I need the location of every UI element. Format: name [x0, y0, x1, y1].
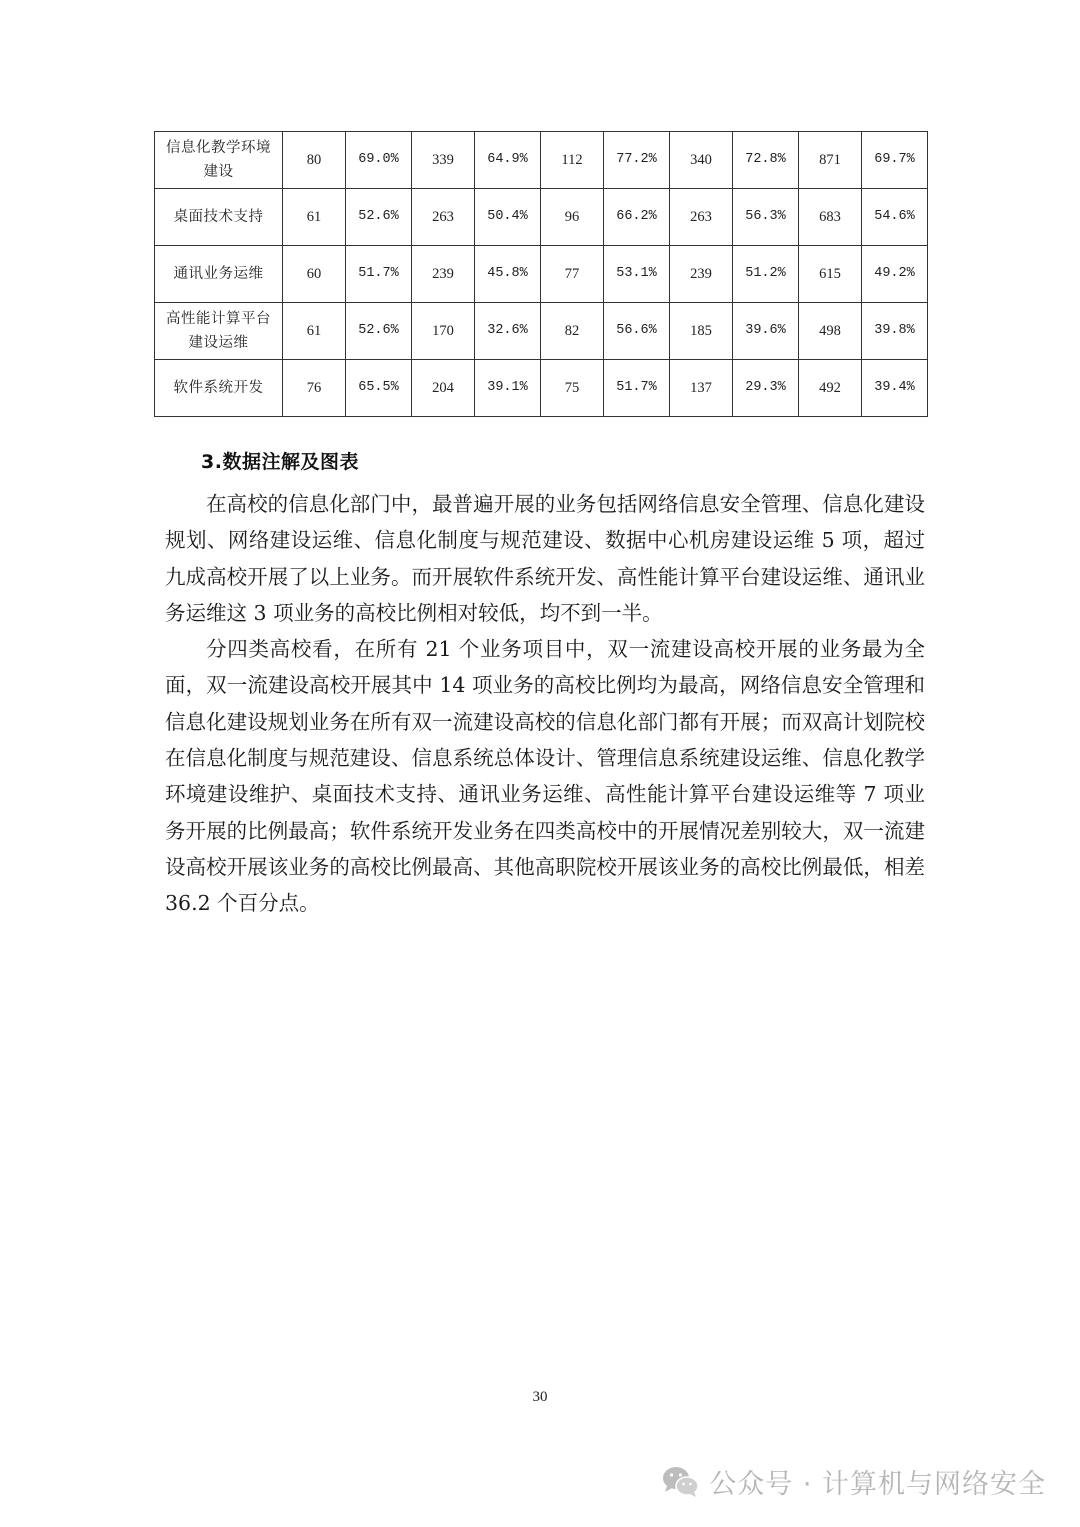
percentage-cell: 51.7%: [346, 246, 412, 303]
percentage-cell: 53.1%: [604, 246, 670, 303]
percentage-cell: 32.6%: [475, 303, 541, 360]
count-cell: 170: [412, 303, 475, 360]
page-number: 30: [532, 1389, 548, 1405]
paragraph: 分四类高校看，在所有 21 个业务项目中，双一流建设高校开展的业务最为全面，双一流建设高校开展其中 14 项业务的高校比例均为最高，网络信息安全管理和信息化建设规划业务在所有双一流建设高校的信息化部门都有开展；而双高计划院校在信息化制度与规范建设、信息系统总体设计、管理信息系统建设运维、信息化教学环境建设维护、桌面技术支持、通讯业务运维、高性能计算平台建设运维等 7 项业务开展的比例最高；软件系统开发业务在四类高校中的开展情况差别较大，双一流建设高校开展该业务的高校比例最高、其他高职院校开展该业务的高校比例最低，相差 36.2 个百分点。: [165, 637, 925, 916]
count-cell: 239: [412, 246, 475, 303]
percentage-cell: 66.2%: [604, 189, 670, 246]
table-row: [155, 360, 928, 417]
row-label: 信息化教学环境建设: [155, 132, 283, 189]
count-cell: 82: [541, 303, 604, 360]
count-cell: 80: [283, 132, 346, 189]
percentage-cell: 54.6%: [862, 189, 928, 246]
table-row: [155, 246, 928, 303]
count-cell: 61: [283, 189, 346, 246]
count-cell: 263: [412, 189, 475, 246]
count-cell: 492: [799, 360, 862, 417]
percentage-cell: 52.6%: [346, 189, 412, 246]
wechat-icon: [661, 1465, 701, 1499]
watermark-text: 公众号 · 计算机与网络安全: [709, 1469, 1046, 1500]
row-label: 高性能计算平台建设运维: [155, 303, 283, 360]
percentage-cell: 39.6%: [733, 303, 799, 360]
percentage-cell: 69.7%: [862, 132, 928, 189]
percentage-cell: 51.7%: [604, 360, 670, 417]
count-cell: 77: [541, 246, 604, 303]
count-cell: 615: [799, 246, 862, 303]
count-cell: 204: [412, 360, 475, 417]
percentage-cell: 49.2%: [862, 246, 928, 303]
count-cell: 76: [283, 360, 346, 417]
table-row: [155, 189, 928, 246]
watermark: [661, 1462, 1046, 1501]
row-label: 软件系统开发: [155, 360, 283, 417]
count-cell: 137: [670, 360, 733, 417]
percentage-cell: 29.3%: [733, 360, 799, 417]
percentage-cell: 77.2%: [604, 132, 670, 189]
percentage-cell: 64.9%: [475, 132, 541, 189]
percentage-cell: 56.6%: [604, 303, 670, 360]
percentage-cell: 56.3%: [733, 189, 799, 246]
count-cell: 96: [541, 189, 604, 246]
count-cell: 683: [799, 189, 862, 246]
percentage-cell: 72.8%: [733, 132, 799, 189]
table-row: [155, 303, 928, 360]
row-label: 桌面技术支持: [155, 189, 283, 246]
body-text: [165, 486, 925, 922]
row-label: 通讯业务运维: [155, 246, 283, 303]
percentage-cell: 50.4%: [475, 189, 541, 246]
percentage-cell: 45.8%: [475, 246, 541, 303]
percentage-cell: 52.6%: [346, 303, 412, 360]
count-cell: 239: [670, 246, 733, 303]
count-cell: 871: [799, 132, 862, 189]
count-cell: 263: [670, 189, 733, 246]
count-cell: 60: [283, 246, 346, 303]
count-cell: 339: [412, 132, 475, 189]
table-row: [155, 132, 928, 189]
percentage-cell: 39.1%: [475, 360, 541, 417]
section-heading: 3.数据注解及图表: [201, 451, 359, 473]
percentage-cell: 69.0%: [346, 132, 412, 189]
table-body: [155, 132, 928, 417]
business-statistics-table: [154, 131, 928, 417]
count-cell: 112: [541, 132, 604, 189]
count-cell: 498: [799, 303, 862, 360]
count-cell: 340: [670, 132, 733, 189]
paragraph: 在高校的信息化部门中，最普遍开展的业务包括网络信息安全管理、信息化建设规划、网络建设运维、信息化制度与规范建设、数据中心机房建设运维 5 项，超过九成高校开展了以上业务。而开展软件系统开发、高性能计算平台建设运维、通讯业务运维这 3 项业务的高校比例相对较低，均不到一半。: [165, 492, 925, 625]
count-cell: 75: [541, 360, 604, 417]
percentage-cell: 39.4%: [862, 360, 928, 417]
percentage-cell: 39.8%: [862, 303, 928, 360]
percentage-cell: 65.5%: [346, 360, 412, 417]
count-cell: 185: [670, 303, 733, 360]
count-cell: 61: [283, 303, 346, 360]
percentage-cell: 51.2%: [733, 246, 799, 303]
